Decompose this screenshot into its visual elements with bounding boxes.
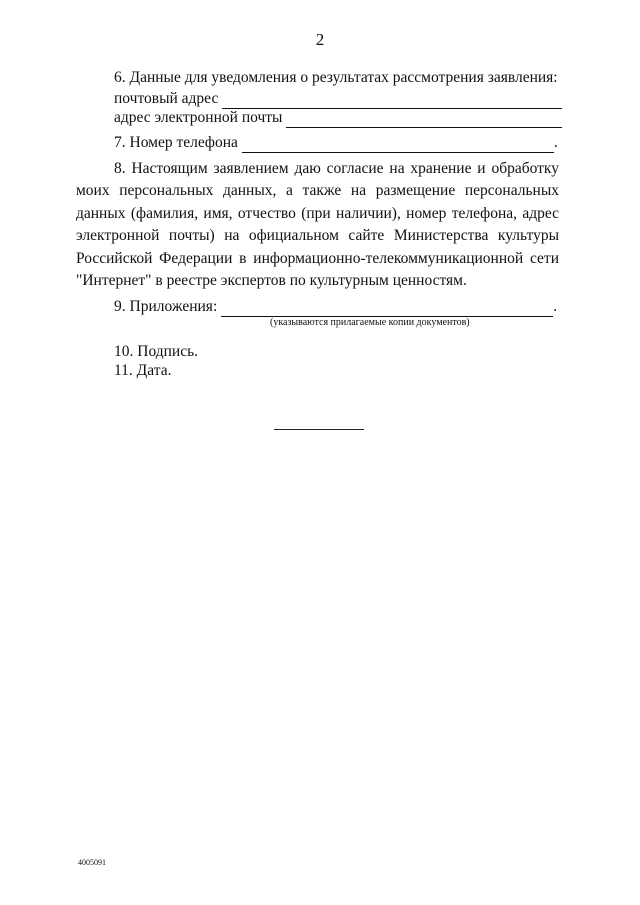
phone-label: 7. Номер телефона xyxy=(114,134,238,151)
page-number: 2 xyxy=(315,30,325,49)
date-label: 11. Дата. xyxy=(114,362,172,379)
section-6-heading-text: 6. Данные для уведомления о результатах рассмотрения заявления: xyxy=(114,69,558,86)
end-divider xyxy=(274,429,364,430)
phone-field[interactable] xyxy=(242,138,554,153)
email-address-field[interactable] xyxy=(286,113,562,128)
attachments-field[interactable] xyxy=(221,302,553,317)
attachments-caption: (указываются прилагаемые копии документов) xyxy=(270,317,470,328)
section-6-heading xyxy=(114,68,558,88)
attachments-row xyxy=(114,297,557,317)
email-address-label: адрес электронной почты xyxy=(114,109,283,126)
postal-address-label: почтовый адрес xyxy=(114,90,219,107)
document-code: 4005091 xyxy=(78,858,106,867)
attachments-end-mark: . xyxy=(553,298,558,315)
phone-end-mark: . xyxy=(553,134,558,151)
date-row xyxy=(114,361,171,381)
signature-row xyxy=(114,342,198,362)
signature-label: 10. Подпись. xyxy=(114,343,199,360)
postal-address-row xyxy=(114,89,562,109)
email-address-row xyxy=(114,108,562,128)
attachments-label: 9. Приложения: xyxy=(114,298,218,315)
consent-paragraph: 8. Настоящим заявлением даю согласие на хранение и обработку моих персональных данных, а также на размещение персональных данных (фамилия, имя, отчество (при наличии), номер телефона, адрес электронной почты) на официальном сайте Министерства культуры Российской Федерации в информационно-телекоммуникационной сети "Интернет" в реестре экспертов по культурным ценностям. xyxy=(76,160,559,290)
phone-row xyxy=(114,133,558,153)
postal-address-field[interactable] xyxy=(222,94,562,109)
